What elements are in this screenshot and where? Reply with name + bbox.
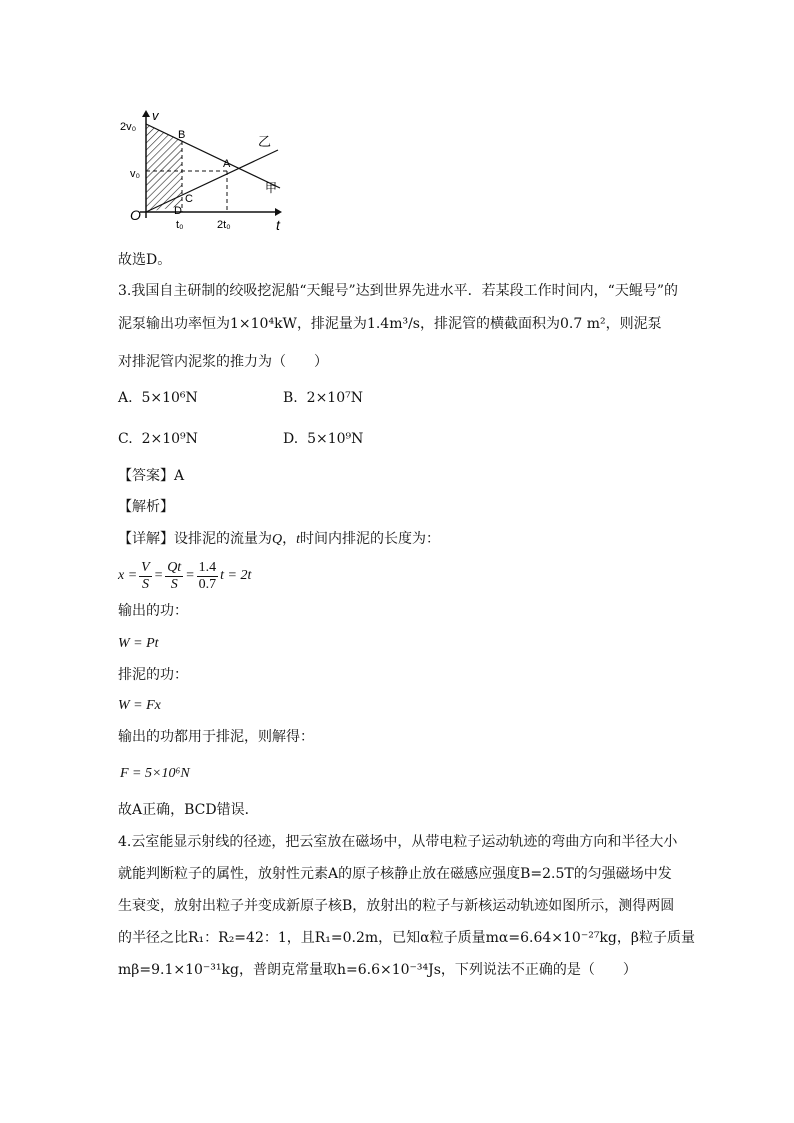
q3-option-b (283, 390, 363, 406)
t-axis-label: t (276, 217, 280, 233)
eq1-frac1 (139, 560, 152, 593)
eq1-frac2 (165, 560, 183, 593)
q3-solve-label: 输出的功都用于排泥，则解得： (118, 729, 314, 745)
q3-stem-l2b: ，排泥量为 (296, 316, 367, 332)
detail-var-q: Q (272, 532, 283, 547)
q3-option-c (118, 431, 198, 447)
q3-option-a (118, 390, 198, 406)
q4-line1: 4.云室能显示射线的径迹，把云室放在磁场中，从带电粒子运动轨迹的弯曲方向和半径大小 (118, 834, 678, 850)
frac2-num: Qt (167, 559, 182, 575)
eq1-equals-b: = (185, 568, 195, 583)
option-label: D. (283, 431, 299, 447)
point-c-label: C (185, 193, 193, 205)
point-b-label: B (178, 129, 186, 141)
velocity-time-graph (110, 108, 300, 236)
detail-var-t: t (296, 532, 301, 547)
q3-answer: 【答案】A (118, 468, 185, 484)
q3-power-value: 1×10⁴kW (230, 316, 297, 332)
q4-line2: 就能判断粒子的属性，放射性元素A的原子核静止放在磁感应强度B=2.5T的匀强磁场中发 (118, 866, 672, 882)
eq1-equals-a: = (153, 568, 164, 583)
q4-line5: mβ=9.1×10⁻³¹kg，普朗克常量取h=6.6×10⁻³⁴Js，下列说法不正确的是（ ） (118, 962, 637, 978)
q3-detail (118, 529, 440, 550)
detail-text-c: 时间内排泥的长度为： (300, 531, 441, 547)
q3-mud-work-label: 排泥的功： (118, 667, 188, 683)
y-label-2v0: 2v₀ (120, 121, 137, 133)
origin-label: O (130, 207, 141, 223)
x-label-t0: t₀ (176, 219, 184, 231)
q3-equation-force: F = 5×10⁶N (120, 766, 190, 781)
q3-stem-l2c: ，排泥管的横截面积为 (420, 316, 560, 332)
option-value: 2×10⁹N (141, 431, 198, 447)
point-a-label: A (223, 158, 231, 170)
line-yi-label: 乙 (258, 134, 272, 149)
option-value: 2×10⁷N (306, 390, 363, 406)
option-label: B. (283, 390, 298, 406)
q3-area-value: 0.7 m² (560, 316, 606, 332)
previous-answer: 故选D。 (118, 252, 172, 268)
q3-flow-value: 1.4m³/s (366, 316, 420, 332)
y-label-v0: v₀ (130, 168, 141, 180)
detail-text-a: 【详解】设排泥的流量为 (118, 531, 272, 547)
q3-equation-length (118, 556, 251, 596)
frac3-den: 0.7 (198, 576, 217, 592)
option-value: 5×10⁹N (307, 431, 364, 447)
line-jia-label: 甲 (265, 181, 278, 195)
q3-stem-l2a: 泥泵输出功率恒为 (118, 316, 230, 332)
frac1-den: S (141, 576, 149, 592)
q3-stem-l2d: ，则泥泵 (605, 316, 662, 332)
option-value: 5×10⁶N (141, 390, 198, 406)
v-axis-arrow (142, 110, 150, 117)
v-axis-label: v (152, 108, 159, 123)
t-axis-arrow (275, 208, 282, 216)
q3-stem-line1: 3.我国自主研制的绞吸挖泥船“天鲲号”达到世界先进水平．若某段工作时间内，“天鲲号”的 (118, 283, 678, 299)
eq1-frac3 (197, 560, 219, 593)
q3-stem-line2 (118, 314, 662, 334)
detail-text-b: ， (282, 531, 297, 547)
q3-stem-line3: 对排泥管内泥浆的推力为（ ） (118, 354, 328, 370)
q3-analysis: 【解析】 (118, 499, 174, 515)
point-d-label: D (174, 205, 182, 217)
frac3-num: 1.4 (198, 559, 217, 575)
hatched-area (146, 124, 182, 212)
frac1-num: V (141, 559, 150, 575)
q3-option-d (283, 431, 363, 447)
q4-line3: 生衰变，放射出粒子并变成新原子核B，放射出的粒子与新核运动轨迹如图所示，测得两圆 (118, 898, 675, 914)
q3-output-work-label: 输出的功： (118, 603, 188, 619)
option-label: A. (118, 390, 133, 406)
x-label-2t0: 2t₀ (217, 219, 231, 231)
eq1-rhs: t = 2t (220, 568, 252, 583)
q4-line4: 的半径之比R₁：R₂=42：1，且R₁=0.2m，已知α粒子质量mα=6.64×10⁻²⁷kg，β粒子质量 (118, 930, 695, 946)
eq1-lhs: x = (118, 568, 138, 583)
q3-conclusion: 故A正确，BCD错误． (118, 802, 259, 818)
frac2-den: S (170, 576, 178, 592)
q3-equation-work-fx: W = Fx (118, 698, 161, 713)
q3-equation-work-pt: W = Pt (118, 636, 159, 651)
option-label: C. (118, 431, 133, 447)
